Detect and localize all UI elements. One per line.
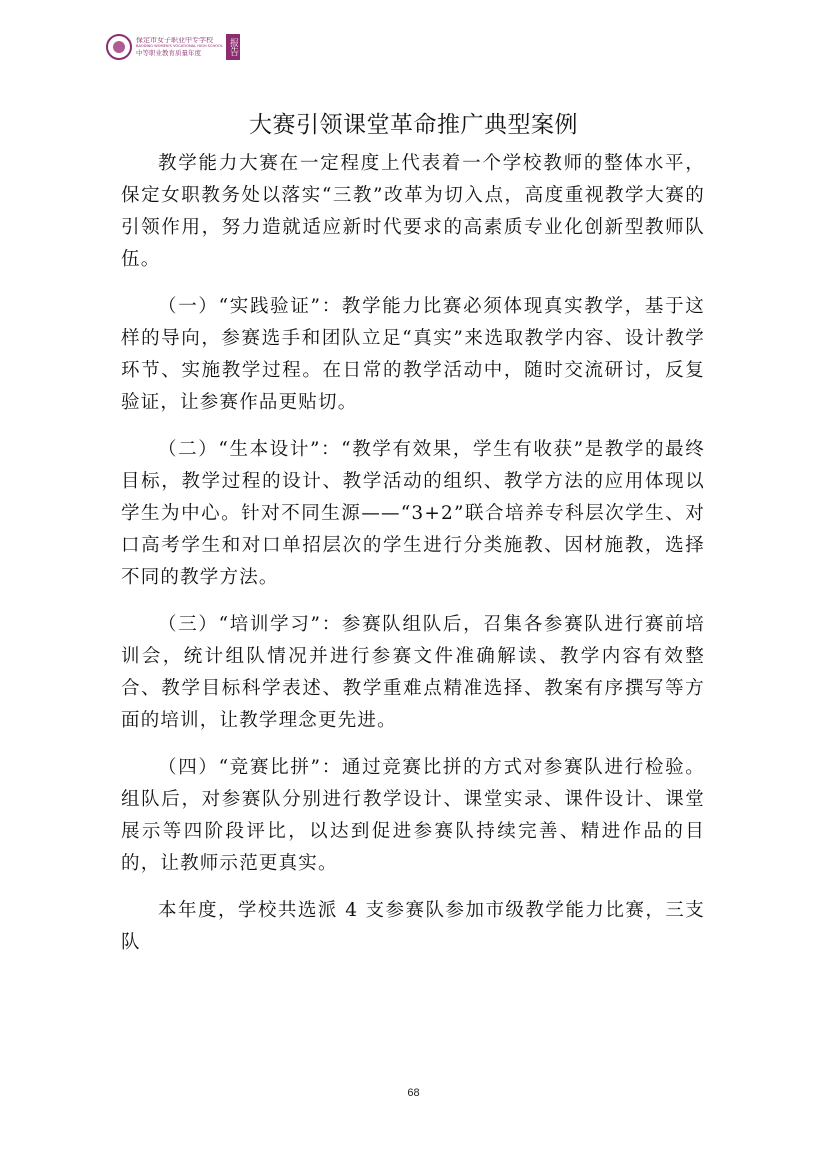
school-text-block — [136, 37, 224, 56]
paragraph-training-learning: （三）“培训学习”：参赛队组队后，召集各参赛队进行赛前培训会，统计组队情况并进行参赛文件准确解读、教学内容有效整合、教学目标科学表述、教学重难点精准选择、教案有序撰写等方面的培训，让教学理念更先进。 — [121, 614, 705, 731]
school-emblem-icon — [106, 34, 132, 60]
school-name-en: BAODING WOMEN'S VOCATIONAL HIGH SCHOOL — [136, 44, 223, 49]
paragraph-student-centered-design: （二）“生本设计”：“教学有效果，学生有收获”是教学的最终目标，教学过程的设计、教学活动的组织、教学方法的应用体现以学生为中心。针对不同生源——“3+2”联合培养专科层次学生、对口高考学生和对口单招层次的学生进行分类施教、因材施教，选择不同的教学方法。 — [121, 439, 705, 588]
report-subtitle: 中等职业教育质量年度 — [136, 49, 201, 57]
emblem-center — [113, 41, 125, 53]
page-number: 68 — [407, 1087, 420, 1099]
school-name: 保定市女子职业中专学校 — [136, 37, 213, 45]
paragraph-competition: （四）“竞赛比拼”：通过竞赛比拼的方式对参赛队进行检验。组队后，对参赛队分别进行教学设计、课堂实录、课件设计、课堂展示等四阶段评比，以达到促进参赛队持续完善、精进作品的目的，让教师示范更真实。 — [121, 757, 705, 874]
header-logo — [106, 32, 242, 62]
report-badge: 报告 — [226, 34, 240, 60]
paragraph-this-year: 本年度，学校共选派 4 支参赛队参加市级教学能力比赛，三支队 — [121, 900, 705, 953]
document-body — [121, 148, 705, 959]
document-title: 大赛引领课堂革命推广典型案例 — [249, 112, 578, 138]
paragraph-practice-verification: （一）“实践验证”：教学能力比赛必须体现真实教学，基于这样的导向，参赛选手和团队立足“真实”来选取教学内容、设计教学环节、实施教学过程。在日常的教学活动中，随时交流研讨，反复验证，让参赛作品更贴切。 — [121, 296, 705, 413]
paragraph-intro: 教学能力大赛在一定程度上代表着一个学校教师的整体水平，保定女职教务处以落实“三教”改革为切入点，高度重视教学大赛的引领作用，努力造就适应新时代要求的高素质专业化创新型教师队伍。 — [121, 153, 705, 270]
